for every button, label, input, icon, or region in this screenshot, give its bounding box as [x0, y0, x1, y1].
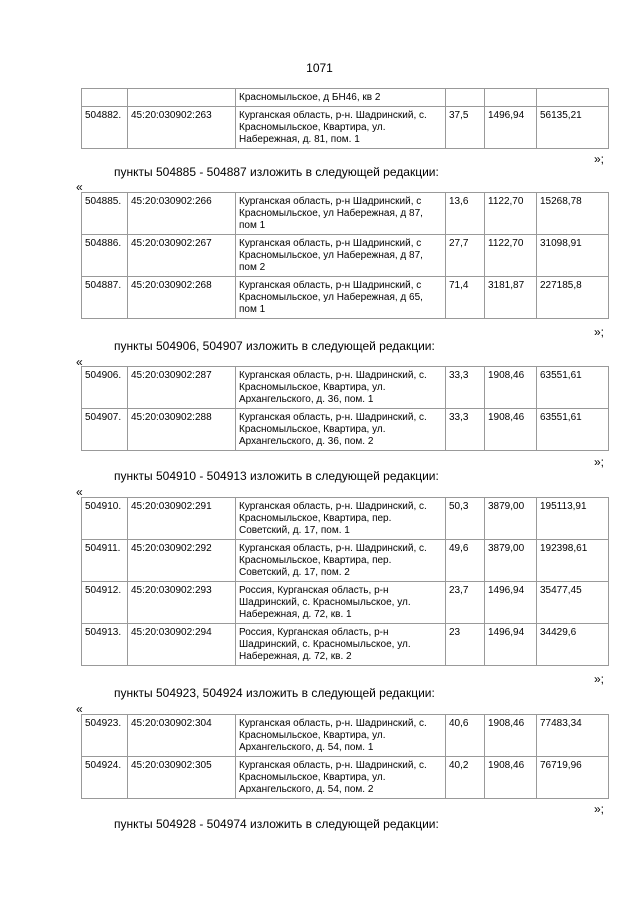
- address-cell: Курганская область, р-н. Шадринский, с. Красномыльское, Квартира, ул. Набережная, д. 81, пом. 1: [236, 107, 446, 149]
- row-number-cell: 504913.: [82, 624, 128, 666]
- closing-quote: »;: [594, 325, 605, 339]
- closing-quote: »;: [594, 672, 605, 686]
- area-cell: 50,3: [446, 498, 485, 540]
- area-cell: 23,7: [446, 582, 485, 624]
- address-cell: Курганская область, р-н. Шадринский, с. Красномыльское, Квартира, ул. Архангельского, д. 36, пом. 2: [236, 409, 446, 451]
- address-cell: Курганская область, р-н. Шадринский, с. Красномыльское, Квартира, ул. Архангельского, д. 36, пом. 1: [236, 367, 446, 409]
- data-table: [81, 192, 609, 319]
- opening-quote: «: [76, 485, 83, 499]
- value-cell: 56135,21: [537, 107, 609, 149]
- data-table: [81, 714, 609, 799]
- closing-quote: »;: [594, 455, 605, 469]
- rate-cell: 1908,46: [485, 409, 537, 451]
- rate-cell: 1122,70: [485, 235, 537, 277]
- area-cell: 49,6: [446, 540, 485, 582]
- area-cell: 33,3: [446, 409, 485, 451]
- address-cell: Курганская область, р-н Шадринский, с Красномыльское, ул Набережная, д 87, пом 1: [236, 193, 446, 235]
- area-cell: 71,4: [446, 277, 485, 319]
- row-number-cell: [82, 89, 128, 107]
- row-number-cell: 504924.: [82, 757, 128, 799]
- opening-quote: «: [76, 355, 83, 369]
- cadastral-number-cell: 45:20:030902:291: [128, 498, 236, 540]
- row-number-cell: 504907.: [82, 409, 128, 451]
- cadastral-number-cell: 45:20:030902:263: [128, 107, 236, 149]
- table-row: [82, 540, 609, 582]
- address-cell: Курганская область, р-н Шадринский, с Красномыльское, ул Набережная, д 87, пом 2: [236, 235, 446, 277]
- table-row: [82, 193, 609, 235]
- table-row: [82, 757, 609, 799]
- cadastral-number-cell: 45:20:030902:288: [128, 409, 236, 451]
- cadastral-number-cell: 45:20:030902:304: [128, 715, 236, 757]
- row-number-cell: 504910.: [82, 498, 128, 540]
- address-cell: Россия, Курганская область, р-н Шадринский, с. Красномыльское, ул. Набережная, д. 72, кв. 1: [236, 582, 446, 624]
- address-cell: Курганская область, р-н. Шадринский, с. Красномыльское, Квартира, пер. Советский, д. 17, пом. 1: [236, 498, 446, 540]
- cadastral-number-cell: [128, 89, 236, 107]
- row-number-cell: 504911.: [82, 540, 128, 582]
- row-number-cell: 504923.: [82, 715, 128, 757]
- rate-cell: 1908,46: [485, 757, 537, 799]
- address-cell: Россия, Курганская область, р-н Шадринский, с. Красномыльское, ул. Набережная, д. 72, кв. 2: [236, 624, 446, 666]
- value-cell: [537, 89, 609, 107]
- row-number-cell: 504906.: [82, 367, 128, 409]
- cadastral-number-cell: 45:20:030902:293: [128, 582, 236, 624]
- rate-cell: 1496,94: [485, 624, 537, 666]
- opening-quote: «: [76, 702, 83, 716]
- table-row: [82, 277, 609, 319]
- value-cell: 34429,6: [537, 624, 609, 666]
- address-cell: Курганская область, р-н. Шадринский, с. Красномыльское, Квартира, пер. Советский, д. 17, пом. 2: [236, 540, 446, 582]
- table-row: [82, 582, 609, 624]
- amendment-instruction: пункты 504928 - 504974 изложить в следующей редакции:: [114, 817, 439, 831]
- value-cell: 15268,78: [537, 193, 609, 235]
- cadastral-number-cell: 45:20:030902:305: [128, 757, 236, 799]
- data-table: [81, 366, 609, 451]
- address-cell: Красномыльское, д БН46, кв 2: [236, 89, 446, 107]
- table-row: [82, 715, 609, 757]
- value-cell: 63551,61: [537, 367, 609, 409]
- table-row: [82, 367, 609, 409]
- address-cell: Курганская область, р-н. Шадринский, с. Красномыльское, Квартира, ул. Архангельского, д. 54, пом. 1: [236, 715, 446, 757]
- value-cell: 227185,8: [537, 277, 609, 319]
- area-cell: 13,6: [446, 193, 485, 235]
- rate-cell: 1496,94: [485, 107, 537, 149]
- rate-cell: [485, 89, 537, 107]
- cadastral-number-cell: 45:20:030902:292: [128, 540, 236, 582]
- value-cell: 77483,34: [537, 715, 609, 757]
- address-cell: Курганская область, р-н Шадринский, с Красномыльское, ул Набережная, д 65, пом 1: [236, 277, 446, 319]
- rate-cell: 3181,87: [485, 277, 537, 319]
- amendment-instruction: пункты 504910 - 504913 изложить в следующей редакции:: [114, 469, 439, 483]
- value-cell: 63551,61: [537, 409, 609, 451]
- value-cell: 31098,91: [537, 235, 609, 277]
- rate-cell: 1122,70: [485, 193, 537, 235]
- value-cell: 35477,45: [537, 582, 609, 624]
- table-row: [82, 409, 609, 451]
- table-row: [82, 89, 609, 107]
- row-number-cell: 504885.: [82, 193, 128, 235]
- table-row: [82, 624, 609, 666]
- rate-cell: 1908,46: [485, 715, 537, 757]
- rate-cell: 1496,94: [485, 582, 537, 624]
- row-number-cell: 504882.: [82, 107, 128, 149]
- area-cell: 27,7: [446, 235, 485, 277]
- cadastral-number-cell: 45:20:030902:268: [128, 277, 236, 319]
- closing-quote: »;: [594, 802, 605, 816]
- rate-cell: 1908,46: [485, 367, 537, 409]
- amendment-instruction: пункты 504885 - 504887 изложить в следующей редакции:: [114, 165, 439, 179]
- amendment-instruction: пункты 504906, 504907 изложить в следующей редакции:: [114, 339, 435, 353]
- area-cell: 23: [446, 624, 485, 666]
- table-row: [82, 235, 609, 277]
- address-cell: Курганская область, р-н. Шадринский, с. Красномыльское, Квартира, ул. Архангельского, д. 54, пом. 2: [236, 757, 446, 799]
- table-row: [82, 107, 609, 149]
- rate-cell: 3879,00: [485, 498, 537, 540]
- closing-quote: »;: [594, 152, 605, 166]
- cadastral-number-cell: 45:20:030902:287: [128, 367, 236, 409]
- amendment-instruction: пункты 504923, 504924 изложить в следующей редакции:: [114, 686, 435, 700]
- data-table: [81, 497, 609, 666]
- cadastral-number-cell: 45:20:030902:294: [128, 624, 236, 666]
- area-cell: 40,6: [446, 715, 485, 757]
- area-cell: 33,3: [446, 367, 485, 409]
- value-cell: 192398,61: [537, 540, 609, 582]
- row-number-cell: 504912.: [82, 582, 128, 624]
- rate-cell: 3879,00: [485, 540, 537, 582]
- row-number-cell: 504887.: [82, 277, 128, 319]
- value-cell: 76719,96: [537, 757, 609, 799]
- value-cell: 195113,91: [537, 498, 609, 540]
- row-number-cell: 504886.: [82, 235, 128, 277]
- area-cell: 37,5: [446, 107, 485, 149]
- cadastral-number-cell: 45:20:030902:266: [128, 193, 236, 235]
- table-row: [82, 498, 609, 540]
- area-cell: 40,2: [446, 757, 485, 799]
- cadastral-number-cell: 45:20:030902:267: [128, 235, 236, 277]
- page-number: 1071: [306, 61, 333, 75]
- area-cell: [446, 89, 485, 107]
- data-table: [81, 88, 609, 149]
- opening-quote: «: [76, 180, 83, 194]
